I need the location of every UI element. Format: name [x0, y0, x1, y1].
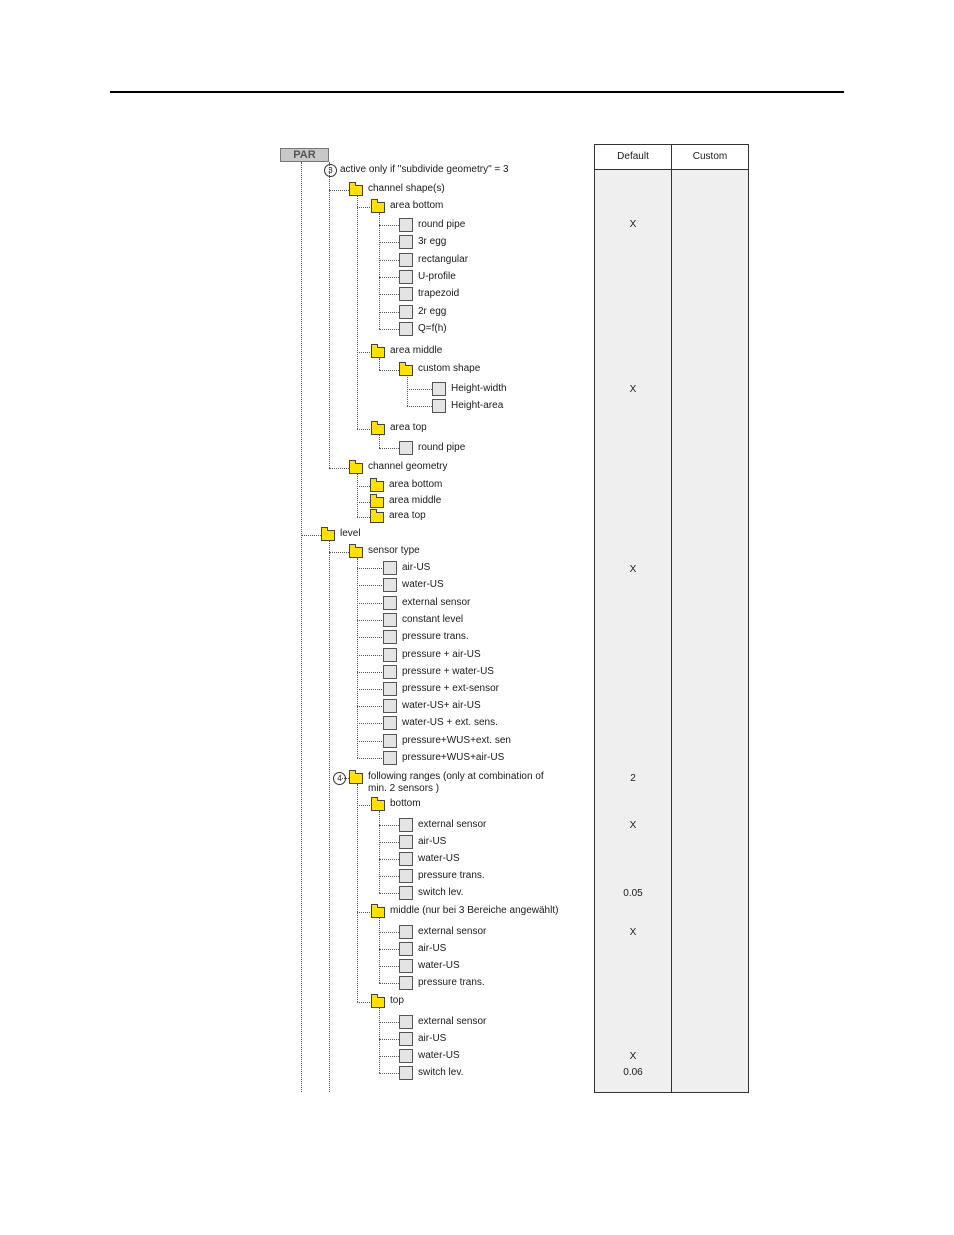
tree-connector: [379, 825, 399, 826]
checkbox[interactable]: [383, 665, 397, 679]
node-label: switch lev.: [418, 1067, 464, 1078]
checkbox[interactable]: [399, 976, 413, 990]
tree-connector: [379, 1056, 399, 1057]
tree-connector: [379, 435, 380, 448]
node-label: channel geometry: [368, 461, 448, 472]
default-air-us: X: [629, 564, 637, 575]
node-label: water-US: [418, 960, 460, 971]
checkbox[interactable]: [399, 959, 413, 973]
folder-icon: [371, 997, 385, 1008]
tree-connector: [379, 329, 399, 330]
node-label: water-US: [418, 1050, 460, 1061]
node-label: rectangular: [418, 254, 469, 265]
node-label: custom shape: [418, 363, 481, 374]
node-label: external sensor: [418, 926, 487, 937]
node-label: pressure+WUS+air-US: [402, 752, 505, 763]
tree-connector: [329, 541, 330, 1092]
tree-connector: [357, 805, 370, 806]
tree-connector: [301, 162, 302, 1092]
tree-connector: [357, 207, 370, 208]
node-label: water-US + ext. sens.: [402, 717, 498, 728]
default-top-switch-lev: 0.06: [623, 1067, 643, 1078]
default-round-pipe: X: [629, 219, 637, 230]
node-label: top: [390, 995, 404, 1006]
checkbox[interactable]: [399, 942, 413, 956]
checkbox[interactable]: [383, 596, 397, 610]
node-label: 2r egg: [418, 306, 447, 317]
checkbox[interactable]: [383, 682, 397, 696]
folder-icon: [349, 773, 363, 784]
checkbox[interactable]: [399, 270, 413, 284]
node-label: external sensor: [402, 597, 471, 608]
node-label: area top: [389, 510, 426, 521]
node-label: water-US: [418, 853, 460, 864]
tree-connector: [379, 983, 399, 984]
tree-connector: [357, 689, 382, 690]
tree-connector: [329, 552, 349, 553]
tree-connector: [407, 377, 408, 406]
custom-column-header: Custom: [692, 151, 728, 162]
default-following-ranges: 2: [630, 773, 636, 784]
folder-icon: [371, 800, 385, 811]
checkbox[interactable]: [383, 613, 397, 627]
default-column-header: Default: [617, 151, 649, 162]
tree-connector: [379, 1022, 399, 1023]
node-label: 3r egg: [418, 236, 447, 247]
node-label: round pipe: [418, 442, 466, 453]
folder-icon: [371, 424, 385, 435]
tree-connector: [379, 1039, 399, 1040]
tree-connector: [379, 1008, 380, 1073]
node-label: area bottom: [389, 479, 443, 490]
checkbox[interactable]: [399, 235, 413, 249]
column-divider: [671, 145, 672, 1092]
checkbox[interactable]: [383, 561, 397, 575]
folder-icon: [370, 512, 384, 523]
node-label: pressure+WUS+ext. sen: [402, 735, 511, 746]
tree-connector: [357, 585, 382, 586]
node-label: pressure trans.: [418, 870, 485, 881]
checkbox[interactable]: [399, 869, 413, 883]
tree-connector: [357, 620, 382, 621]
tree-connector: [379, 876, 399, 877]
node-label: middle (nur bei 3 Bereiche angewählt): [390, 905, 559, 916]
checkbox[interactable]: [432, 399, 446, 413]
checkbox[interactable]: [399, 287, 413, 301]
node-label: pressure + water-US: [402, 666, 494, 677]
node-label: constant level: [402, 614, 464, 625]
node-label: air-US: [402, 562, 431, 573]
tree-connector: [329, 162, 330, 468]
note-number-4: 4: [333, 772, 346, 785]
tree-connector: [357, 672, 382, 673]
tree-connector: [379, 242, 399, 243]
checkbox[interactable]: [383, 648, 397, 662]
tree-connector: [301, 535, 321, 536]
node-label: level: [340, 528, 361, 539]
tree-connector: [357, 741, 382, 742]
tree-connector: [329, 468, 349, 469]
tree-connector: [379, 966, 399, 967]
folder-icon: [349, 185, 363, 196]
tree-connector: [357, 706, 382, 707]
node-label: pressure + air-US: [402, 649, 481, 660]
checkbox[interactable]: [383, 716, 397, 730]
default-top-water-us: X: [629, 1051, 637, 1062]
folder-icon: [321, 530, 335, 541]
tree-connector: [357, 502, 370, 503]
note-subdivide-geometry: active only if "subdivide geometry" = 3: [340, 164, 509, 175]
tree-connector: [357, 195, 358, 429]
tree-connector: [357, 486, 370, 487]
tree-connector: [357, 429, 370, 430]
node-label: sensor type: [368, 545, 420, 556]
folder-icon: [371, 907, 385, 918]
checkbox[interactable]: [399, 441, 413, 455]
node-label: pressure + ext-sensor: [402, 683, 499, 694]
tree-connector: [379, 1073, 399, 1074]
tree-connector: [357, 352, 370, 353]
checkbox[interactable]: [399, 852, 413, 866]
node-label: external sensor: [418, 1016, 487, 1027]
node-label: channel shape(s): [368, 183, 445, 194]
checkbox[interactable]: [399, 253, 413, 267]
checkbox[interactable]: [399, 1049, 413, 1063]
tree-connector: [357, 558, 358, 758]
checkbox[interactable]: [399, 925, 413, 939]
tree-connector: [379, 893, 399, 894]
tree-connector: [379, 225, 399, 226]
par-menu-label[interactable]: PAR: [280, 148, 329, 162]
folder-icon: [371, 202, 385, 213]
folder-icon: [371, 347, 385, 358]
node-label: switch lev.: [418, 887, 464, 898]
default-height-width: X: [629, 384, 637, 395]
default-custom-table: [594, 144, 749, 1093]
tree-connector: [379, 294, 399, 295]
tree-connector: [407, 406, 432, 407]
tree-connector: [407, 389, 432, 390]
folder-icon: [349, 463, 363, 474]
checkbox[interactable]: [399, 1066, 413, 1080]
node-label: Q=f(h): [418, 323, 447, 334]
folder-icon: [370, 481, 384, 492]
tree-connector: [357, 603, 382, 604]
tree-connector: [379, 312, 399, 313]
checkbox[interactable]: [432, 382, 446, 396]
node-label: air-US: [418, 943, 447, 954]
tree-connector: [379, 358, 380, 370]
node-label: Height-area: [451, 400, 504, 411]
tree-connector: [379, 260, 399, 261]
tree-connector: [379, 448, 399, 449]
tree-connector: [357, 758, 382, 759]
checkbox[interactable]: [399, 818, 413, 832]
tree-connector: [357, 568, 382, 569]
checkbox[interactable]: [399, 322, 413, 336]
tree-connector: [379, 859, 399, 860]
checkbox[interactable]: [399, 886, 413, 900]
checkbox[interactable]: [383, 751, 397, 765]
note-number-3: 3: [324, 164, 337, 177]
node-label: area middle: [389, 495, 442, 506]
checkbox[interactable]: [383, 578, 397, 592]
checkbox[interactable]: [383, 699, 397, 713]
node-label: following ranges (only at combination of: [368, 771, 544, 782]
checkbox[interactable]: [383, 630, 397, 644]
node-label: air-US: [418, 1033, 447, 1044]
node-label: trapezoid: [418, 288, 460, 299]
checkbox[interactable]: [399, 218, 413, 232]
checkbox[interactable]: [399, 1015, 413, 1029]
node-label: Height-width: [451, 383, 507, 394]
default-bottom-external-sensor: X: [629, 820, 637, 831]
tree-connector: [379, 842, 399, 843]
tree-connector: [379, 811, 380, 893]
node-label: area middle: [390, 345, 443, 356]
node-label: pressure trans.: [402, 631, 469, 642]
tree-connector: [379, 370, 399, 371]
tree-connector: [357, 723, 382, 724]
node-label: area top: [390, 422, 427, 433]
tree-connector: [379, 918, 380, 983]
folder-icon: [370, 497, 384, 508]
tree-connector: [379, 949, 399, 950]
node-label: water-US+ air-US: [402, 700, 481, 711]
node-label: external sensor: [418, 819, 487, 830]
default-middle-external-sensor: X: [629, 927, 637, 938]
tree-connector: [357, 655, 382, 656]
tree-connector: [357, 1002, 370, 1003]
checkbox[interactable]: [383, 734, 397, 748]
checkbox[interactable]: [399, 1032, 413, 1046]
tree-connector: [357, 474, 358, 517]
checkbox[interactable]: [399, 305, 413, 319]
default-bottom-switch-lev: 0.05: [623, 888, 643, 899]
node-label: U-profile: [418, 271, 456, 282]
checkbox[interactable]: [399, 835, 413, 849]
node-label: round pipe: [418, 219, 466, 230]
tree-connector: [357, 912, 370, 913]
tree-connector: [357, 517, 370, 518]
tree-connector: [357, 784, 358, 1002]
node-label: pressure trans.: [418, 977, 485, 988]
node-label: air-US: [418, 836, 447, 847]
node-label-line2: min. 2 sensors ): [368, 783, 440, 794]
tree-connector: [379, 932, 399, 933]
folder-icon: [399, 365, 413, 376]
node-label: bottom: [390, 798, 421, 809]
tree-connector: [357, 637, 382, 638]
folder-icon: [349, 547, 363, 558]
tree-connector: [329, 190, 349, 191]
node-label: water-US: [402, 579, 444, 590]
node-label: area bottom: [390, 200, 444, 211]
tree-connector: [379, 277, 399, 278]
